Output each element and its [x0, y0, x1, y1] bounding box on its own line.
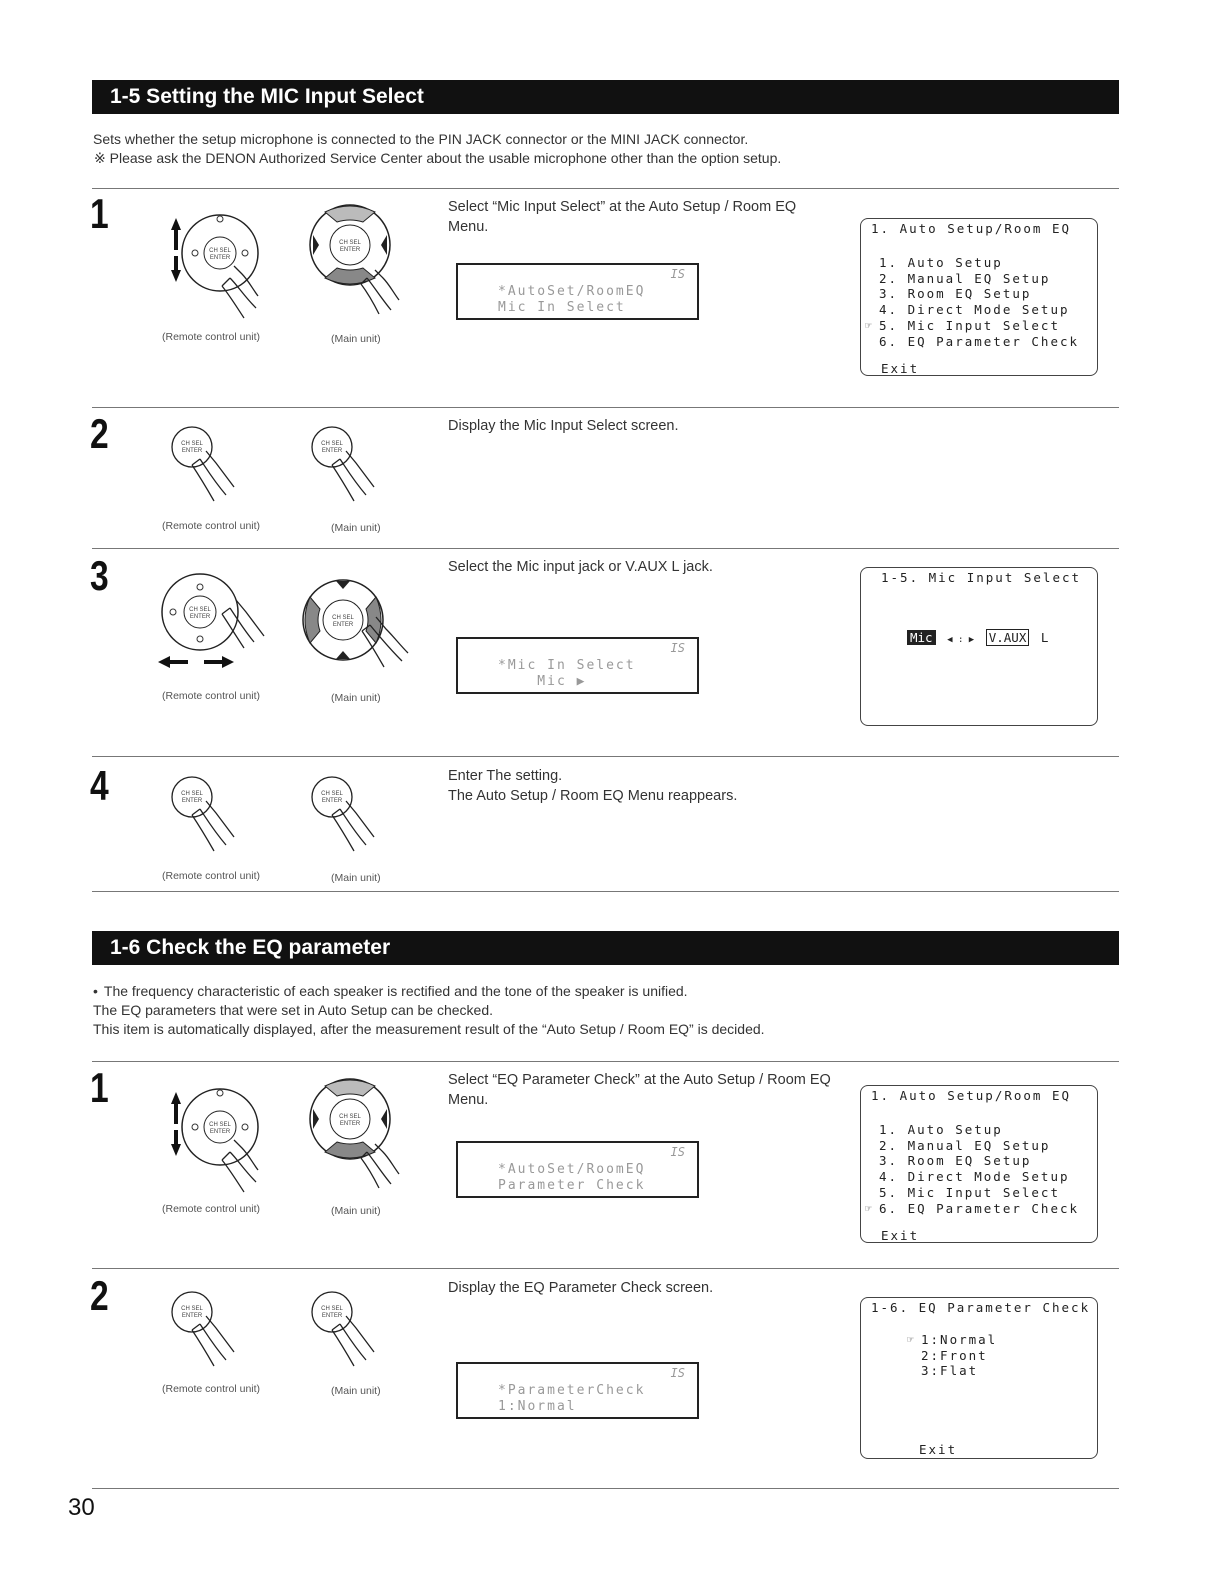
intro-line: The frequency characteristic of each speaker is rectified and the tone of the speaker is unified. — [103, 983, 688, 999]
pointer-icon: ☞ — [907, 1333, 914, 1346]
remote-caption: (Remote control unit) — [162, 331, 261, 343]
divider — [92, 1488, 1119, 1489]
osd-menu-item: 6. EQ Parameter Check — [879, 333, 1080, 349]
divider — [92, 188, 1119, 189]
osd-exit: Exit — [881, 361, 920, 376]
step-number: 1 — [90, 190, 109, 237]
svg-text:ENTER: ENTER — [209, 1129, 231, 1135]
step-instruction: Display the Mic Input Select screen. — [448, 418, 679, 434]
intro-line: This item is automatically displayed, after the measurement result of the “Auto Setup / Room EQ” is decided. — [93, 1021, 765, 1037]
osd-check-item-label: 1:Normal — [921, 1332, 998, 1347]
page-number: 30 — [68, 1494, 95, 1521]
svg-text:CH SEL: CH SEL — [209, 248, 231, 254]
mic-option-selected: Mic — [907, 630, 936, 645]
svg-text:CH SEL: CH SEL — [209, 1122, 231, 1128]
main-unit-dpad-icon — [298, 575, 428, 685]
remote-caption: (Remote control unit) — [162, 690, 261, 702]
main-unit-dpad-icon — [305, 1074, 415, 1194]
step-instruction-line: The Auto Setup / Room EQ Menu reappears. — [448, 788, 738, 804]
osd-menu — [860, 1085, 1098, 1243]
osd-title: 1-6. EQ Parameter Check — [871, 1300, 1091, 1315]
svg-text:ENTER: ENTER — [339, 1121, 361, 1127]
lcd-display — [456, 637, 699, 694]
osd-check-list — [907, 1332, 998, 1379]
step-instruction — [448, 766, 848, 806]
lcd-line1: *AutoSet/RoomEQ — [498, 284, 646, 299]
step-instruction: Select “EQ Parameter Check” at the Auto Setup / Room EQ Menu. — [448, 1072, 831, 1108]
osd-check-item: 2:Front — [921, 1347, 988, 1363]
lcd-indicator: IS — [670, 267, 685, 281]
lcd-line2: Mic In Select — [498, 300, 626, 315]
divider — [92, 407, 1119, 408]
remote-caption: (Remote control unit) — [162, 1203, 261, 1215]
step-instruction: Display the EQ Parameter Check screen. — [448, 1280, 714, 1296]
svg-text:ENTER: ENTER — [321, 448, 343, 454]
main-caption: (Main unit) — [331, 692, 381, 704]
lcd-display — [456, 1362, 699, 1419]
lcd-indicator: IS — [670, 641, 685, 655]
lcd-line2: 1:Normal — [498, 1399, 577, 1414]
svg-text:CH SEL: CH SEL — [321, 441, 343, 447]
main-caption: (Main unit) — [331, 333, 381, 345]
divider — [92, 1061, 1119, 1062]
lcd-indicator: IS — [670, 1366, 685, 1380]
osd-menu-item: 3. Room EQ Setup — [879, 286, 1032, 302]
lcd-display — [456, 1141, 699, 1198]
svg-text:CH SEL: CH SEL — [181, 791, 203, 797]
lcd-line2: Parameter Check — [498, 1178, 646, 1193]
osd-menu-item: 5. Mic Input Select — [879, 1184, 1060, 1200]
svg-text:CH SEL: CH SEL — [339, 1114, 361, 1120]
main-enter-button-icon — [310, 425, 400, 515]
osd-menu-list — [865, 255, 1080, 349]
osd-menu — [860, 218, 1098, 376]
lcd-line1: *ParameterCheck — [498, 1383, 646, 1398]
vaux-suffix: L — [1040, 630, 1049, 645]
osd-menu-item-label: 5. Mic Input Select — [879, 317, 1060, 333]
svg-text:ENTER: ENTER — [339, 247, 361, 253]
section-title: 1-6 Check the EQ parameter — [110, 936, 391, 959]
main-caption: (Main unit) — [331, 872, 381, 884]
osd-mic-select — [860, 567, 1098, 726]
osd-menu-item: 4. Direct Mode Setup — [879, 1169, 1070, 1185]
osd-menu-item: 3. Room EQ Setup — [879, 1153, 1032, 1169]
osd-menu-item: 1. Auto Setup — [879, 1122, 1003, 1137]
main-enter-button-icon — [310, 775, 400, 865]
svg-text:CH SEL: CH SEL — [181, 1306, 203, 1312]
osd-title: 1-5. Mic Input Select — [881, 570, 1082, 585]
divider — [92, 1268, 1119, 1269]
remote-caption: (Remote control unit) — [162, 1383, 261, 1395]
intro-bullet-line — [93, 982, 765, 1001]
svg-text:CH SEL: CH SEL — [189, 607, 211, 613]
pointer-icon: ☞ — [865, 1201, 872, 1215]
mic-option-row — [907, 630, 1048, 645]
lcd-display — [456, 263, 699, 320]
svg-text:CH SEL: CH SEL — [321, 1306, 343, 1312]
svg-text:CH SEL: CH SEL — [339, 240, 361, 246]
osd-menu-item: 4. Direct Mode Setup — [879, 302, 1070, 318]
svg-text:ENTER: ENTER — [332, 622, 354, 628]
section-title: 1-5 Setting the MIC Input Select — [110, 85, 424, 108]
intro-line: Sets whether the setup microphone is connected to the PIN JACK connector or the MINI JACK connector. — [93, 131, 749, 147]
main-caption: (Main unit) — [331, 1385, 381, 1397]
divider — [92, 891, 1119, 892]
step-instruction-line: Enter The setting. — [448, 768, 563, 784]
intro-text — [93, 130, 781, 168]
pointer-icon: ☞ — [865, 318, 872, 332]
remote-enter-button-icon — [170, 775, 260, 865]
divider — [92, 756, 1119, 757]
intro-text — [93, 982, 765, 1039]
remote-caption: (Remote control unit) — [162, 520, 261, 532]
osd-title: 1. Auto Setup/Room EQ — [871, 221, 1072, 236]
step-number: 3 — [90, 552, 109, 599]
remote-dpad-updown-icon — [160, 1082, 270, 1202]
intro-line: The EQ parameters that were set in Auto Setup can be checked. — [93, 1002, 494, 1018]
step-number: 4 — [90, 762, 109, 809]
osd-menu-item: 2. Manual EQ Setup — [879, 1137, 1051, 1153]
vaux-option: V.AUX — [986, 629, 1030, 646]
step-number: 2 — [90, 1272, 109, 1319]
divider — [92, 548, 1119, 549]
main-caption: (Main unit) — [331, 1205, 381, 1217]
svg-text:ENTER: ENTER — [321, 1313, 343, 1319]
remote-caption: (Remote control unit) — [162, 870, 261, 882]
step-instruction: Select “Mic Input Select” at the Auto Setup / Room EQ Menu. — [448, 199, 797, 235]
svg-text:ENTER: ENTER — [321, 798, 343, 804]
svg-text:ENTER: ENTER — [181, 1313, 203, 1319]
osd-check-item — [907, 1332, 998, 1348]
intro-note: ※ Please ask the DENON Authorized Service Center about the usable microphone other than the option setup. — [94, 150, 782, 166]
remote-enter-button-icon — [170, 1290, 260, 1380]
osd-title: 1. Auto Setup/Room EQ — [871, 1088, 1072, 1103]
osd-eq-check — [860, 1297, 1098, 1459]
osd-menu-item: 1. Auto Setup — [879, 255, 1003, 270]
osd-menu-item — [865, 1200, 1080, 1217]
main-enter-button-icon — [310, 1290, 400, 1380]
svg-text:ENTER: ENTER — [181, 798, 203, 804]
osd-exit: Exit — [919, 1442, 958, 1457]
osd-menu-list — [865, 1122, 1080, 1216]
remote-dpad-leftright-icon — [150, 570, 280, 680]
svg-text:ENTER: ENTER — [209, 255, 231, 261]
remote-enter-button-icon — [170, 425, 260, 515]
lcd-indicator: IS — [670, 1145, 685, 1159]
main-caption: (Main unit) — [331, 522, 381, 534]
step-number: 2 — [90, 410, 109, 457]
remote-dpad-updown-icon — [160, 208, 270, 328]
section-header-1-5 — [92, 80, 1119, 114]
osd-menu-item-label: 6. EQ Parameter Check — [879, 1200, 1080, 1216]
osd-menu-item: 2. Manual EQ Setup — [879, 270, 1051, 286]
lcd-line1: *AutoSet/RoomEQ — [498, 1162, 646, 1177]
osd-menu-item — [865, 317, 1079, 334]
lcd-line1: *Mic In Select — [498, 658, 636, 673]
lcd-line2: Mic ▶ — [498, 674, 587, 689]
section-header-1-6 — [92, 931, 1119, 965]
step-instruction: Select the Mic input jack or V.AUX L jack. — [448, 559, 713, 575]
svg-text:ENTER: ENTER — [181, 448, 203, 454]
svg-text:CH SEL: CH SEL — [321, 791, 343, 797]
step-number: 1 — [90, 1064, 109, 1111]
osd-exit: Exit — [881, 1228, 920, 1243]
arrows-icon: ◀ : ▶ — [947, 635, 975, 645]
svg-text:CH SEL: CH SEL — [332, 615, 354, 621]
svg-text:CH SEL: CH SEL — [181, 441, 203, 447]
osd-check-item: 3:Flat — [921, 1363, 979, 1379]
main-unit-dpad-icon — [305, 200, 415, 320]
bullet-icon: • — [93, 983, 98, 999]
svg-text:ENTER: ENTER — [189, 614, 211, 620]
